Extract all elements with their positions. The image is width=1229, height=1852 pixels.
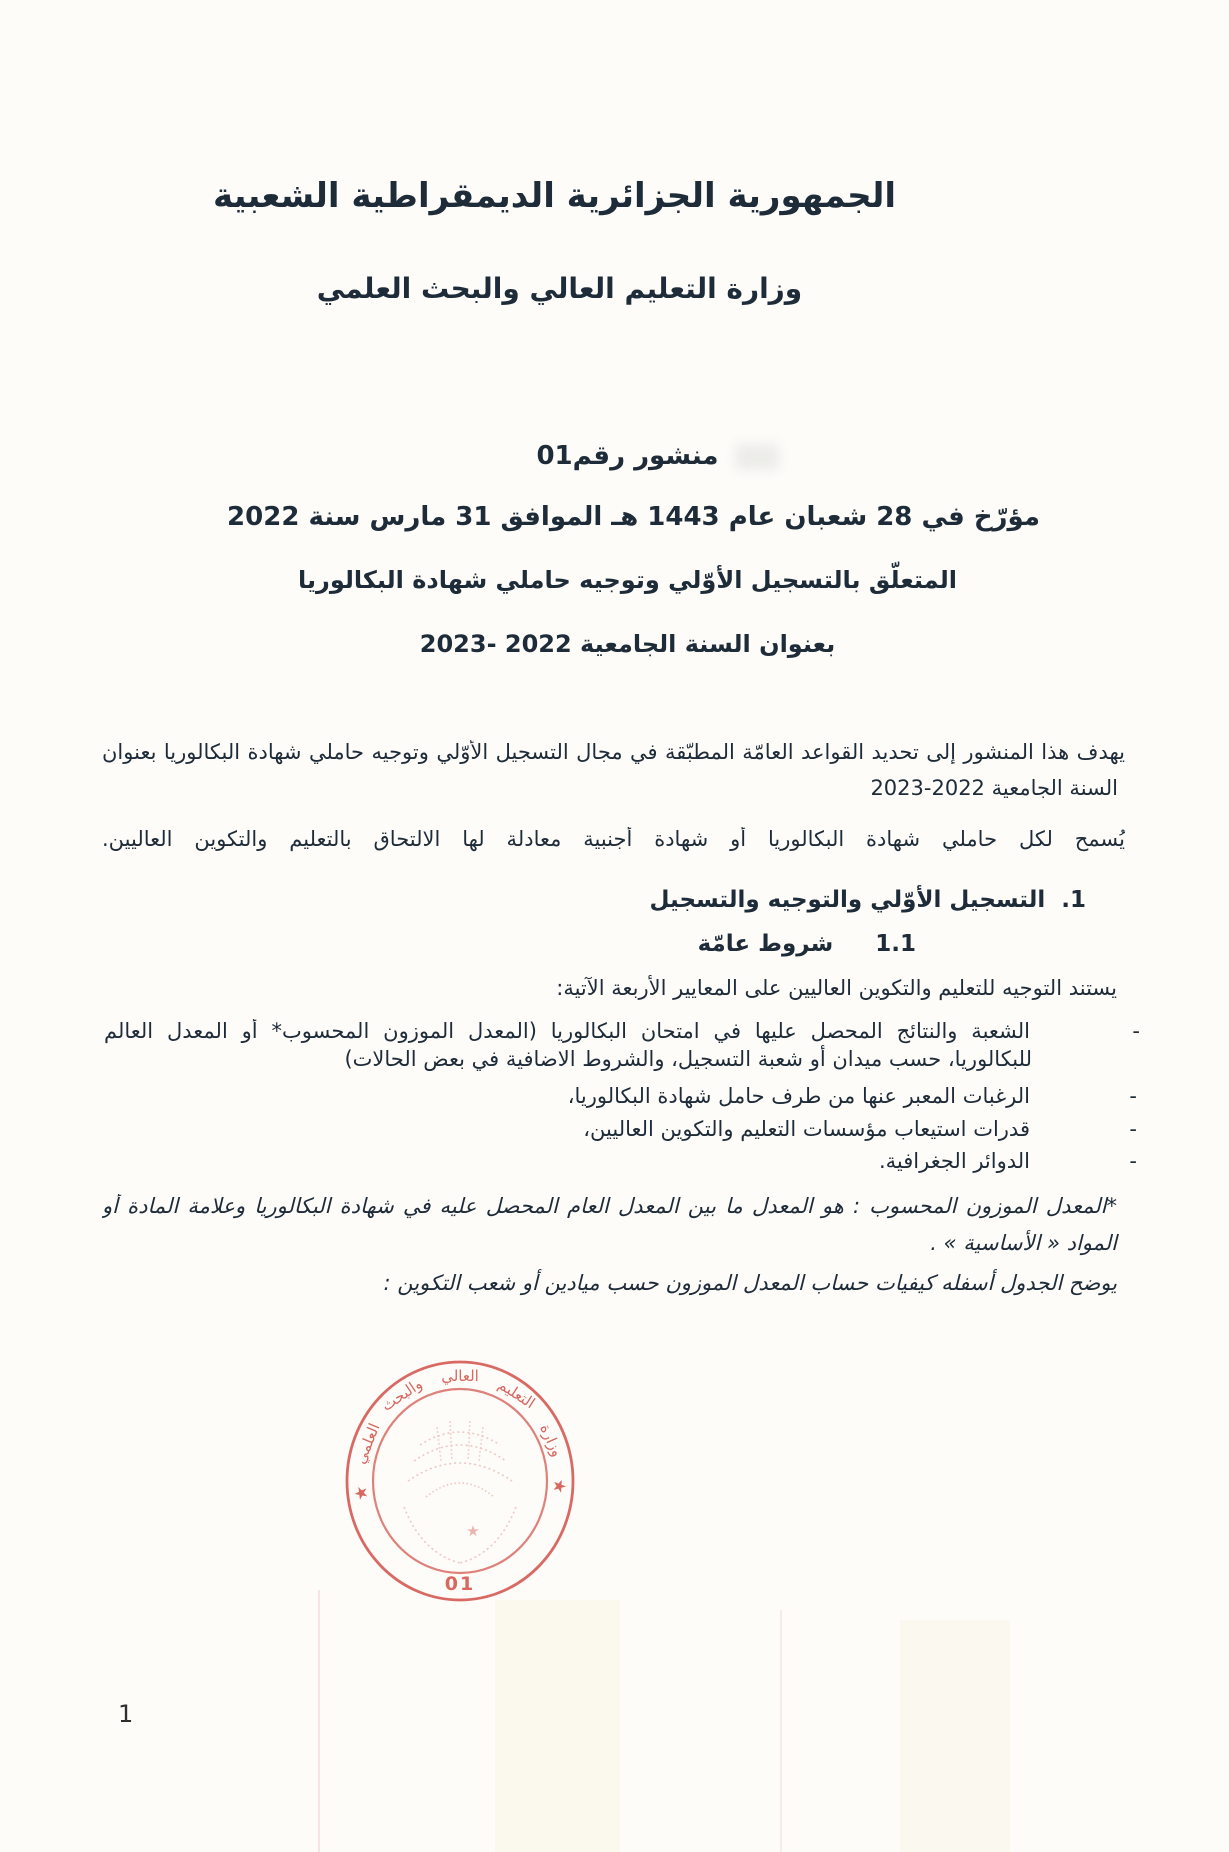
stamp-number: 01 — [444, 1573, 476, 1595]
circular-year-line: بعنوان السنة الجامعية 2022 -2023 — [419, 630, 836, 658]
stamp-word-3: العالي — [441, 1367, 479, 1385]
bullet-4-line: الدوائر الجغرافية. — [879, 1149, 1030, 1173]
scan-streak — [780, 1610, 782, 1852]
emblem-star-icon: ★ — [466, 1522, 480, 1540]
footnote-line2: المواد « الأساسية » . — [930, 1231, 1117, 1255]
section-1-1-num: 1.1 — [875, 931, 916, 957]
star-icon: ★ — [548, 1478, 570, 1495]
section-1-1-heading — [698, 931, 916, 957]
crescent-icon — [432, 1500, 460, 1556]
scan-streak — [900, 1620, 1010, 1852]
republic-title: الجمهورية الجزائرية الديمقراطية الشعبية — [213, 176, 896, 216]
bullet-1-marker: - — [1132, 1019, 1140, 1043]
scan-streak — [318, 1590, 320, 1852]
bullet-3-line: قدرات استيعاب مؤسسات التعليم والتكوين العاليين، — [583, 1117, 1030, 1141]
stamp-word-5: العلمي — [351, 1420, 384, 1467]
star-icon: ★ — [350, 1484, 373, 1502]
circular-number-line: منشور رقم01 — [536, 441, 719, 471]
section-1-1-title: شروط عامّة — [697, 931, 834, 957]
section-1-heading — [650, 887, 1086, 913]
paragraph1-line2: السنة الجامعية 2022‏-‏2023 — [870, 776, 1118, 800]
bullet-1-line2: للبكالوريا، حسب ميدان أو شعبة التسجيل، والشروط الاضافية في بعض الحالات) — [344, 1047, 1032, 1071]
page-number: 1 — [118, 1700, 134, 1728]
bullet-3-marker: - — [1129, 1117, 1137, 1141]
paragraph1-line1: يهدف هذا المنشور إلى تحديد القواعد العامّة المطبّقة في مجال التسجيل الأوّلي وتوجيه حاملي شهادة البكالوريا بعنوان — [102, 740, 1125, 764]
bullet-1-line1: الشعبة والنتائج المحصل عليها في امتحان البكالوريا (المعدل الموزون المحسوب* أو المعدل العالم — [104, 1019, 1030, 1043]
stamp-inner-ring — [373, 1389, 547, 1573]
circular-date-line: مؤرّخ في 28 شعبان عام 1443 هـ الموافق 31 مارس سنة 2022 — [227, 502, 1040, 532]
circular-subject-line: المتعلّق بالتسجيل الأوّلي وتوجيه حاملي شهادة البكالوريا — [297, 566, 958, 594]
paragraph2: يُسمح لكل حاملي شهادة البكالوريا أو شهادة أجنبية معادلة لها الالتحاق بالتعليم والتكوين العاليين. — [102, 827, 1125, 851]
stamp-word-2: التعليم — [494, 1375, 539, 1413]
criteria-intro: يستند التوجيه للتعليم والتكوين العاليين على المعايير الأربعة الآتية: — [556, 976, 1117, 1000]
ministry-seal-stamp — [342, 1357, 578, 1605]
stamp-word-4: والبحث — [378, 1374, 426, 1415]
table-note: يوضح الجدول أسفله كيفيات حساب المعدل الموزون حسب ميادين أو شعب التكوين : — [383, 1271, 1117, 1295]
bullet-4-marker: - — [1129, 1149, 1137, 1173]
stamp-graphic — [342, 1357, 578, 1605]
scan-smudge-artifact — [735, 444, 779, 470]
section-1-num: 1. — [1061, 887, 1086, 913]
scan-streak — [495, 1600, 620, 1852]
section-1-title: التسجيل الأوّلي والتوجيه والتسجيل — [649, 887, 1046, 913]
bullet-2-marker: - — [1129, 1084, 1137, 1108]
footnote-line1: *المعدل الموزون المحسوب : هو المعدل ما بين المعدل العام المحصل عليه في شهادة البكالوريا وعلامة المادة أو — [102, 1194, 1117, 1218]
algeria-emblem — [404, 1421, 516, 1563]
bullet-2-line: الرغبات المعبر عنها من طرف حامل شهادة البكالوريا، — [567, 1084, 1030, 1108]
stamp-word-1: وزارة — [536, 1421, 567, 1460]
ministry-title: وزارة التعليم العالي والبحث العلمي — [316, 272, 803, 305]
